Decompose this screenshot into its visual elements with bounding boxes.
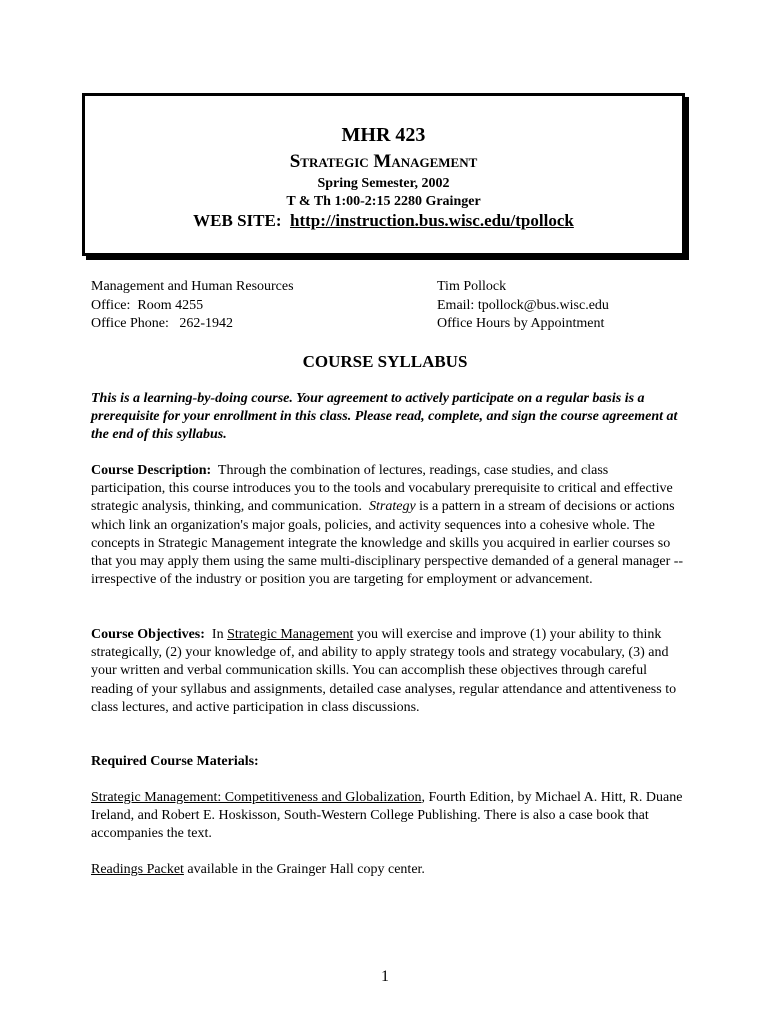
web-site-label: WEB SITE:	[193, 211, 290, 230]
strategy-term: Strategy	[369, 499, 416, 515]
required-materials-heading: Required Course Materials:	[91, 754, 259, 769]
course-objectives-text-2: you will exercise and improve (1) your ability to think strategically, (2) your knowledge of, and ability to apply strategy tools and strategy vocabulary, (3) and your written and verbal communication skills. You can accomplish these objectives through careful reading of your syllabus and assignments, detailed case analyses, regular attendance and attentiveness to class lectures, and active participation in class discussions.	[91, 627, 677, 715]
instructor-name: Tim Pollock	[437, 279, 507, 294]
instructor-contact	[437, 278, 609, 334]
strategic-management-term: Strategic Management	[227, 627, 354, 642]
course-description-text-2: is a pattern in a stream of decisions or actions which link an organization's major goals, policies, and activity sequences into a cohesive whole. The concepts in Strategic Management integrate the knowledge and skills you acquired in earlier courses so that you may apply them using the same multi-disciplinary perspective demanded of a general manager -- irrespective of the industry or position you are targeting for employment or advancement.	[91, 499, 684, 588]
department-contact	[91, 278, 294, 334]
readings-packet-title: Readings Packet	[91, 862, 184, 877]
course-title: Strategic Management	[289, 151, 478, 172]
web-site-line	[85, 210, 682, 232]
department-name: Management and Human Resources	[91, 279, 294, 294]
textbook-details: , Fourth Edition, by Michael A. Hitt, R. Duane Ireland, and Robert E. Hoskisson, South-Western College Publishing. There is also a case book that accompanies the text.	[91, 790, 683, 842]
course-objectives-paragraph	[91, 626, 685, 717]
syllabus-heading: COURSE SYLLABUS	[302, 352, 468, 371]
readings-packet-paragraph	[91, 861, 685, 879]
office-hours: Office Hours by Appointment	[437, 316, 605, 331]
course-description-label: Course Description:	[91, 463, 212, 478]
textbook-paragraph	[91, 789, 685, 844]
instructor-email: Email: tpollock@bus.wisc.edu	[437, 297, 609, 313]
course-objectives-text-1: In	[204, 627, 228, 642]
class-schedule: T & Th 1:00-2:15 2280 Grainger	[286, 194, 481, 209]
office-phone: Office Phone: 262-1942	[91, 316, 234, 331]
course-objectives-label: Course Objectives:	[91, 627, 205, 642]
course-header-box	[82, 93, 685, 256]
course-description-paragraph	[91, 462, 685, 589]
office-room: Office: Room 4255	[91, 297, 204, 313]
page-number: 1	[381, 968, 389, 985]
textbook-title: Strategic Management: Competitiveness and Globalization	[91, 790, 422, 805]
course-code: MHR 423	[341, 124, 426, 146]
intro-paragraph: This is a learning-by-doing course. Your agreement to actively participate on a regular basis is a prerequisite for your enrollment in this class. Please read, complete, and sign the course agreement at the end of this syllabus.	[91, 391, 678, 443]
semester: Spring Semester, 2002	[317, 176, 450, 191]
web-site-link[interactable]: http://instruction.bus.wisc.edu/tpollock	[289, 211, 574, 230]
course-description-text-1: Through the combination of lectures, readings, case studies, and class participation, this course introduces you to the tools and vocabulary prerequisite to critical and effective strategic analysis, thinking, and communication.	[91, 463, 677, 515]
readings-packet-details: available in the Grainger Hall copy center.	[183, 862, 425, 877]
